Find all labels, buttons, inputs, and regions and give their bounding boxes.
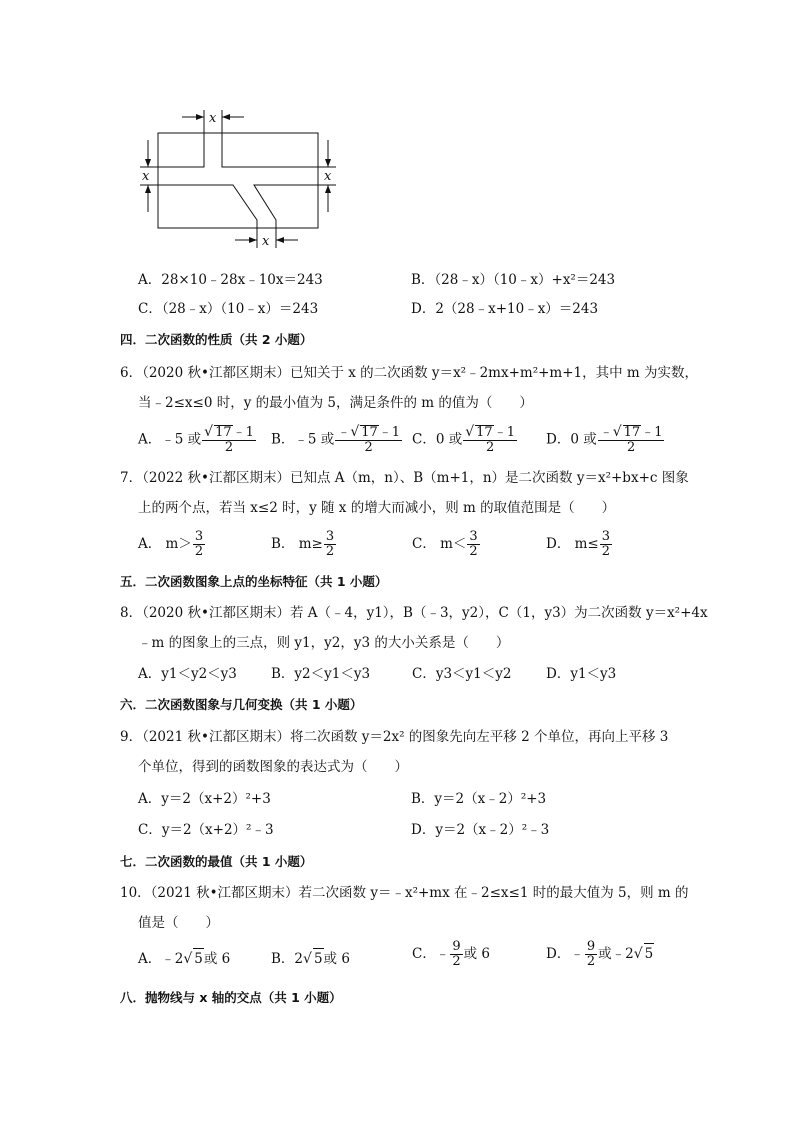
q5-option-c: C．（28﹣x）（10﹣x）＝243 — [138, 301, 319, 317]
q8-option-b: B．y2＜y1＜y3 — [271, 666, 371, 682]
section-5-title: 五．二次函数图象上点的坐标特征（共 1 小题） — [120, 574, 388, 589]
q6-stem-line2: 当﹣2≤x≤0 时，y 的最小值为 5，满足条件的 m 的值为（ ） — [138, 395, 533, 411]
q7-option-c: C． m＜ $\frac{3}{2}$ — [412, 529, 478, 559]
road-rectangle-diagram — [130, 100, 350, 250]
q7-stem-line1: 7．（2022 秋•江都区期末）已知点 A（m，n）、B（m+1，n）是二次函数 y＝x²+bx+c 图象 — [120, 470, 689, 486]
q10-option-a: A．﹣2√ 5或 6 — [138, 948, 230, 969]
q7-option-b: B． m≥ $\frac{3}{2}$ — [271, 529, 335, 559]
q10-option-c: C．﹣ $\frac{9}{2}$ 或 6 — [412, 939, 491, 969]
q9-stem-line1: 9．（2021 秋•江都区期末）将二次函数 y＝2x² 的图象先向左平移 2 个单位，再向上平移 3 — [120, 729, 669, 745]
q9-option-b: B．y＝2（x﹣2）²+3 — [411, 791, 547, 807]
q6-option-b: B．﹣5 或 $\frac{﹣√ 17﹣1}{2}$ — [271, 424, 401, 455]
q6-option-c: C．0 或 $\frac{√ 17﹣1}{2}$ — [412, 424, 515, 455]
section-7-title: 七．二次函数的最值（共 1 小题） — [120, 854, 313, 869]
q9-option-d: D．y＝2（x﹣2）²﹣3 — [411, 822, 550, 838]
q5-option-a: A．28×10﹣28x﹣10x＝243 — [138, 272, 323, 288]
section-4-title: 四．二次函数的性质（共 2 小题） — [120, 332, 313, 347]
q8-option-c: C．y3＜y1＜y2 — [412, 666, 512, 682]
q6-option-d: D．0 或 $\frac{﹣√ 17﹣1}{2}$ — [546, 424, 663, 455]
q5-option-d: D．2（28﹣x+10﹣x）＝243 — [411, 301, 599, 317]
q7-stem-line2: 上的两个点，若当 x≤2 时，y 随 x 的增大而减小，则 m 的取值范围是（ ） — [138, 500, 616, 516]
label-x-right: x — [324, 169, 332, 184]
label-x-left: x — [142, 169, 150, 184]
q9-option-a: A．y＝2（x+2）²+3 — [138, 791, 271, 807]
q10-stem-line1: 10．（2021 秋•江都区期末）若二次函数 y＝﹣x²+mx 在﹣2≤x≤1 时的最大值为 5，则 m 的 — [120, 885, 689, 901]
label-x-bottom: x — [262, 234, 270, 249]
q10-option-d: D．﹣ $\frac{9}{2}$ 或﹣2√ 5 — [546, 939, 654, 969]
q9-stem-line2: 个单位，得到的函数图象的表达式为（ ） — [138, 759, 408, 775]
q7-option-d: D． m≤ $\frac{3}{2}$ — [546, 529, 611, 559]
section-6-title: 六．二次函数图象与几何变换（共 1 小题） — [120, 697, 363, 712]
q8-stem-line1: 8．（2020 秋•江都区期末）若 A（﹣4，y1），B（﹣3，y2），C（1，y3）为二次函数 y＝x²+4x — [120, 605, 708, 621]
q10-option-b: B．2√ 5或 6 — [271, 948, 350, 969]
q10-stem-line2: 值是（ ） — [138, 915, 219, 931]
q8-option-a: A．y1＜y2＜y3 — [138, 666, 237, 682]
q9-option-c: C．y＝2（x+2）²﹣3 — [138, 822, 274, 838]
label-x-top: x — [209, 111, 217, 126]
q5-option-b: B．（28﹣x）（10﹣x）+x²＝243 — [411, 272, 616, 288]
section-8-title: 八．抛物线与 x 轴的交点（共 1 小题） — [120, 990, 342, 1005]
q8-stem-line2: ﹣m 的图象上的三点，则 y1，y2，y3 的大小关系是（ ） — [138, 635, 510, 651]
q8-option-d: D．y1＜y3 — [546, 666, 617, 682]
q6-option-a: A．﹣5 或 $\frac{√ 17﹣1}{2}$ — [138, 424, 254, 455]
q7-option-a: A． m＞ $\frac{3}{2}$ — [138, 529, 204, 559]
q6-stem-line1: 6．（2020 秋•江都区期末）已知关于 x 的二次函数 y＝x²﹣2mx+m²+m+1，其中 m 为实数， — [120, 365, 699, 381]
